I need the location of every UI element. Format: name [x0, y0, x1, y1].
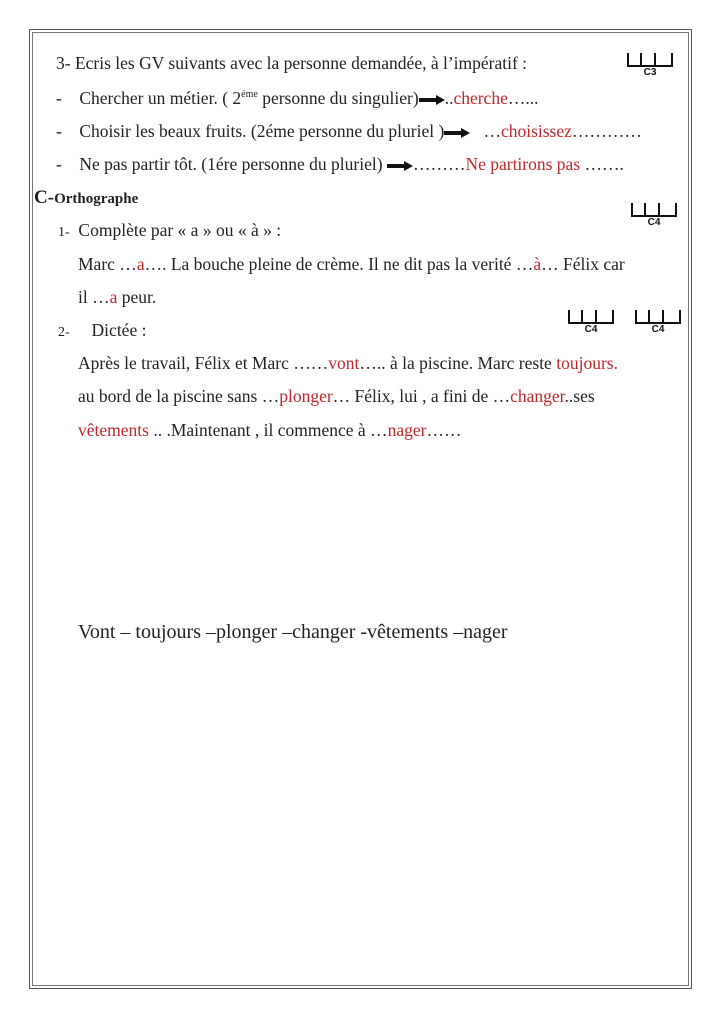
word-list: Vont – toujours –plonger –changer -vêtements –nager	[78, 621, 508, 643]
dictee-line-3: vêtements .. .Maintenant , il commence à …nager……	[78, 420, 462, 440]
score-box-c4-part1: C4	[631, 203, 675, 231]
exercise3-title: 3- Ecris les GV suivants avec la personne demandée, à l’impératif :	[56, 53, 528, 73]
part2-title: 2- Dictée :	[58, 320, 147, 340]
answer-ne-partirons-pas: Ne partirons pas	[465, 154, 581, 174]
exercise3-item-3: - Ne pas partir tôt. (1ére personne du pluriel) ………Ne partirons pas …….	[56, 154, 624, 174]
arrow-right-icon	[419, 95, 445, 105]
section-c-heading: C-Orthographe	[34, 187, 139, 208]
answer-choisissez: choisissez	[500, 121, 572, 141]
arrow-right-icon	[387, 161, 413, 171]
score-box-c4-dictee-1: C4	[568, 310, 612, 338]
dictee-line-1: Après le travail, Félix et Marc ……vont….. à la piscine. Marc reste toujours.	[78, 353, 618, 373]
score-box-c4-dictee-2: C4	[635, 310, 679, 338]
score-box-c3: C3	[627, 53, 671, 81]
dictee-line-2: au bord de la piscine sans …plonger… Félix, lui , a fini de …changer..ses	[78, 386, 595, 406]
part1-line-1: Marc …a…. La bouche pleine de crème. Il ne dit pas la verité …à… Félix car	[78, 254, 625, 274]
arrow-right-icon	[444, 128, 470, 138]
exercise3-item-2: - Choisir les beaux fruits. (2éme personne du pluriel ) …choisissez…………	[56, 121, 642, 141]
part1-line-2: il …a peur.	[78, 287, 157, 307]
part1-title: 1- Complète par « a » ou « à » :	[58, 220, 282, 240]
answer-cherche: cherche	[453, 88, 508, 108]
exercise3-item-1: - Chercher un métier. ( $2^{éme}$ personne du singulier) ..cherche…...	[56, 88, 539, 108]
page-border-inner	[32, 32, 689, 986]
